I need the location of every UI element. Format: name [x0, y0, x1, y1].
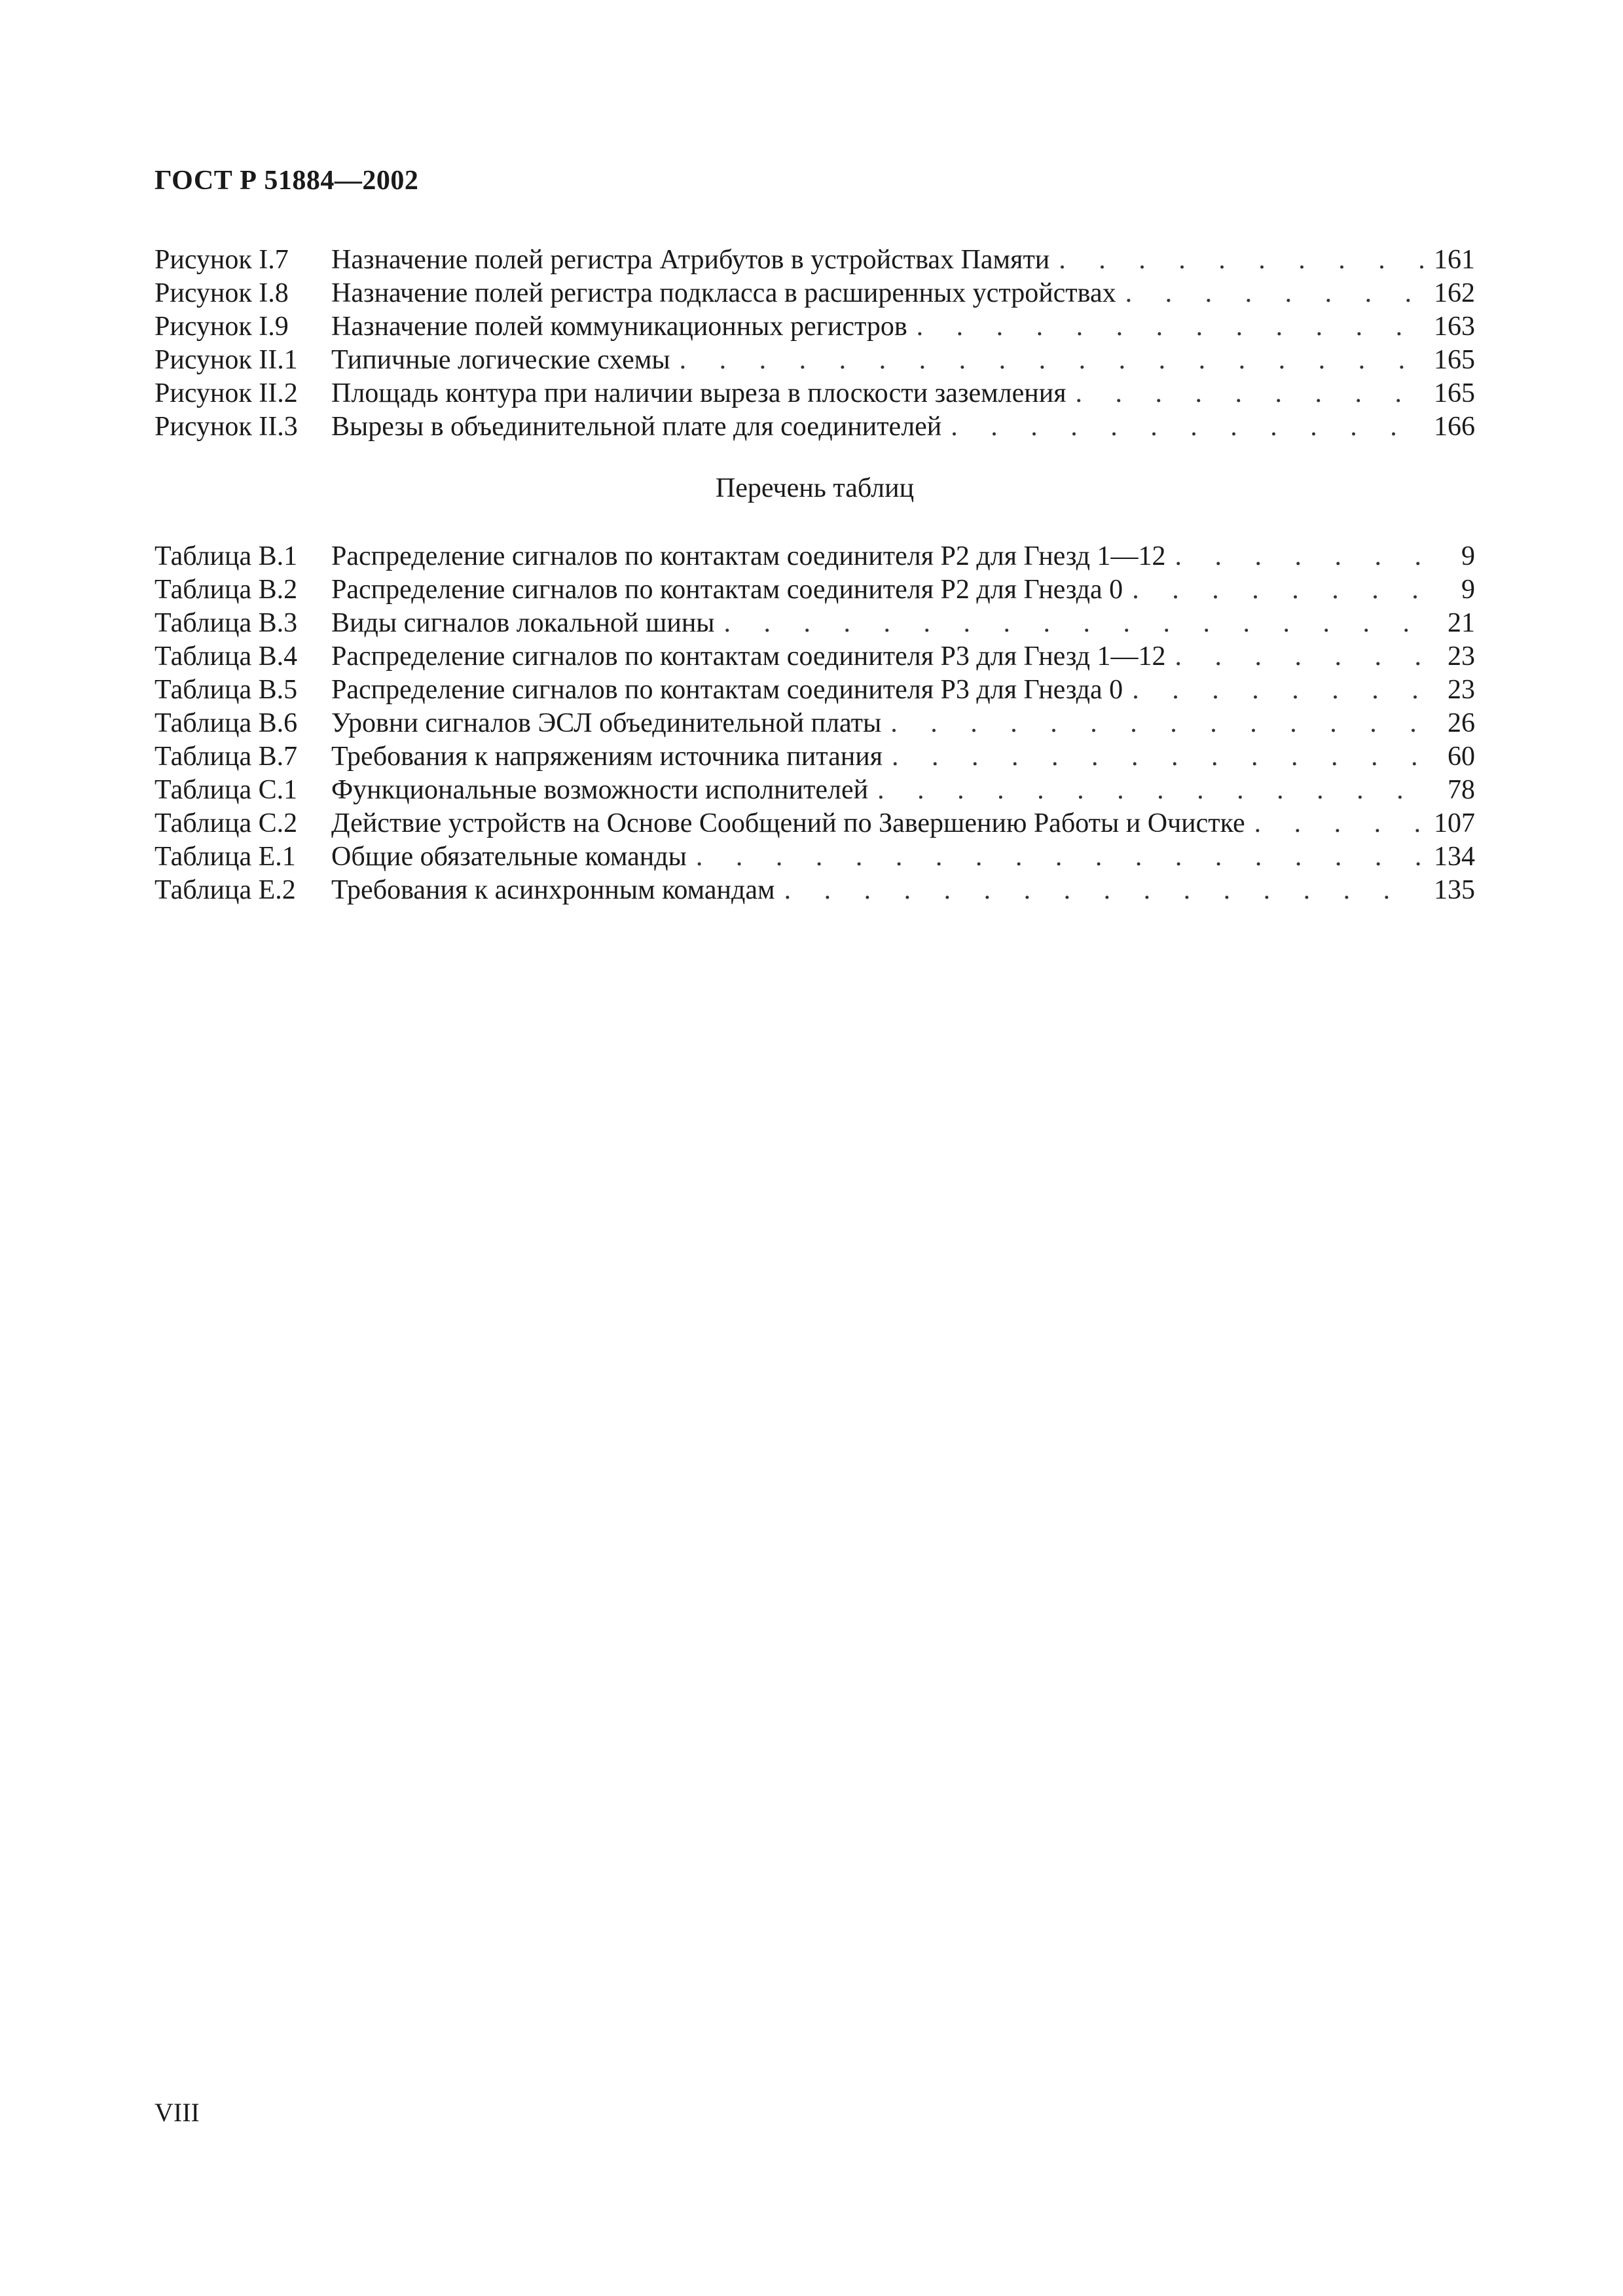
- toc-entry: [155, 310, 1475, 344]
- toc-entry: [155, 573, 1475, 607]
- entry-title: Требования к напряжениям источника питания: [331, 742, 883, 772]
- entry-title: Распределение сигналов по контактам соединителя Р3 для Гнезда 0: [331, 675, 1123, 705]
- tables-section-heading: Перечень таблиц: [715, 473, 915, 503]
- dot-leader: [1123, 573, 1424, 607]
- toc-entry: [155, 410, 1475, 444]
- toc-entry: [155, 607, 1475, 640]
- entry-page: 9: [1461, 575, 1475, 605]
- entry-page: 78: [1448, 775, 1475, 805]
- entry-page: 162: [1434, 278, 1475, 308]
- entry-title: Назначение полей регистра подкласса в расширенных устройствах: [331, 278, 1116, 308]
- entry-label: Таблица С.2: [155, 808, 298, 838]
- entry-title: Распределение сигналов по контактам соединителя Р3 для Гнезд 1—12: [331, 641, 1166, 672]
- dot-leader: [1166, 640, 1424, 673]
- entry-title: Действие устройств на Основе Сообщений по Завершению Работы и Очистке: [331, 808, 1245, 838]
- entry-title: Типичные логические схемы: [331, 345, 670, 375]
- entry-page: 60: [1448, 742, 1475, 772]
- entry-title: Функциональные возможности исполнителей: [331, 775, 869, 805]
- dot-leader: [1067, 377, 1424, 410]
- entry-page: 26: [1448, 708, 1475, 738]
- entry-page: 165: [1434, 345, 1475, 375]
- dot-leader: [941, 410, 1424, 444]
- toc-entry: [155, 377, 1475, 410]
- toc-entry: [155, 874, 1475, 907]
- entry-page: 23: [1448, 675, 1475, 705]
- entry-label: Рисунок II.3: [155, 412, 298, 442]
- entry-label: Таблица В.3: [155, 608, 298, 638]
- dot-leader: [1049, 243, 1424, 277]
- toc-entry: [155, 540, 1475, 573]
- entry-title: Площадь контура при наличии выреза в плоскости заземления: [331, 378, 1067, 408]
- entry-label: Таблица В.1: [155, 541, 298, 571]
- toc-entry: [155, 707, 1475, 740]
- tables-list: [155, 540, 1475, 907]
- entry-label: Рисунок I.9: [155, 312, 289, 342]
- toc-entry: [155, 740, 1475, 774]
- document-header: ГОСТ Р 51884—2002: [155, 166, 419, 196]
- toc-entry: [155, 277, 1475, 310]
- figures-list: [155, 243, 1475, 444]
- entry-page: 161: [1434, 245, 1475, 275]
- entry-label: Таблица В.4: [155, 641, 298, 672]
- toc-entry: [155, 807, 1475, 840]
- page-number: VIII: [155, 2098, 200, 2127]
- entry-title: Уровни сигналов ЭСЛ объединительной платы: [331, 708, 882, 738]
- entry-page: 23: [1448, 641, 1475, 672]
- entry-page: 163: [1434, 312, 1475, 342]
- entry-label: Рисунок II.1: [155, 345, 298, 375]
- entry-page: 21: [1448, 608, 1475, 638]
- entry-label: Таблица Е.2: [155, 875, 296, 905]
- toc-entry: [155, 774, 1475, 807]
- dot-leader: [868, 774, 1424, 807]
- dot-leader: [881, 707, 1424, 740]
- entry-title: Вырезы в объединительной плате для соединителей: [331, 412, 942, 442]
- entry-label: Таблица В.7: [155, 742, 298, 772]
- entry-label: Рисунок II.2: [155, 378, 298, 408]
- dot-leader: [715, 607, 1424, 640]
- entry-label: Рисунок I.7: [155, 245, 289, 275]
- dot-leader: [1245, 807, 1424, 840]
- entry-label: Таблица В.6: [155, 708, 298, 738]
- entry-label: Таблица В.2: [155, 575, 298, 605]
- entry-title: Общие обязательные команды: [331, 842, 687, 872]
- entry-page: 135: [1434, 875, 1475, 905]
- entry-page: 165: [1434, 378, 1475, 408]
- toc-entry: [155, 243, 1475, 277]
- dot-leader: [907, 310, 1424, 344]
- entry-page: 9: [1461, 541, 1475, 571]
- entry-page: 134: [1434, 842, 1475, 872]
- dot-leader: [883, 740, 1424, 774]
- entry-label: Рисунок I.8: [155, 278, 289, 308]
- dot-leader: [670, 344, 1424, 377]
- entry-title: Распределение сигналов по контактам соединителя Р2 для Гнезда 0: [331, 575, 1123, 605]
- entry-label: Таблица В.5: [155, 675, 298, 705]
- entry-page: 166: [1434, 412, 1475, 442]
- toc-entry: [155, 640, 1475, 673]
- entry-page: 107: [1434, 808, 1475, 838]
- entry-title: Назначение полей регистра Атрибутов в устройствах Памяти: [331, 245, 1050, 275]
- dot-leader: [775, 874, 1424, 907]
- toc-entry: [155, 673, 1475, 707]
- entry-title: Требования к асинхронным командам: [331, 875, 775, 905]
- toc-entry: [155, 344, 1475, 377]
- entry-label: Таблица С.1: [155, 775, 298, 805]
- dot-leader: [687, 840, 1424, 874]
- dot-leader: [1116, 277, 1424, 310]
- entry-label: Таблица Е.1: [155, 842, 296, 872]
- entry-title: Виды сигналов локальной шины: [331, 608, 715, 638]
- entry-title: Распределение сигналов по контактам соединителя Р2 для Гнезд 1—12: [331, 541, 1166, 571]
- dot-leader: [1123, 673, 1424, 707]
- entry-title: Назначение полей коммуникационных регистров: [331, 312, 907, 342]
- dot-leader: [1166, 540, 1424, 573]
- toc-entry: [155, 840, 1475, 874]
